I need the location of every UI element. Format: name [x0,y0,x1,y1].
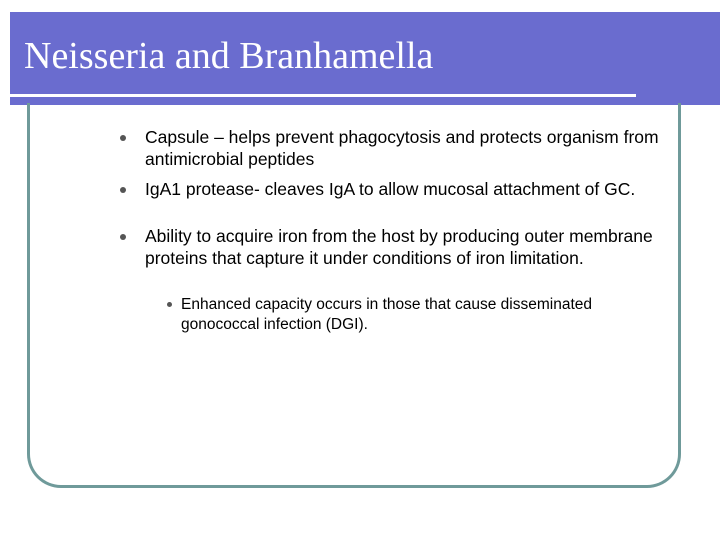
bullet-text: Capsule – helps prevent phagocytosis and protects organism from antimicrobial peptides [145,127,659,169]
slide-title: Neisseria and Branhamella [24,35,434,77]
sub-bullet-item [181,295,671,335]
sub-bullet-text: Enhanced capacity occurs in those that cause disseminated gonococcal infection (DGI). [181,296,592,333]
bullet-icon [120,234,126,240]
bullet-text: Ability to acquire iron from the host by producing outer membrane proteins that capture it under conditions of iron limitation. [145,226,653,268]
bullet-icon [120,187,126,193]
bullet-text: IgA1 protease- cleaves IgA to allow mucosal attachment of GC. [145,179,636,199]
sub-bullet-icon [167,302,172,307]
bullet-item [145,127,675,170]
bullet-icon [120,135,126,141]
bullet-item [145,226,675,269]
bullet-item [145,179,675,201]
